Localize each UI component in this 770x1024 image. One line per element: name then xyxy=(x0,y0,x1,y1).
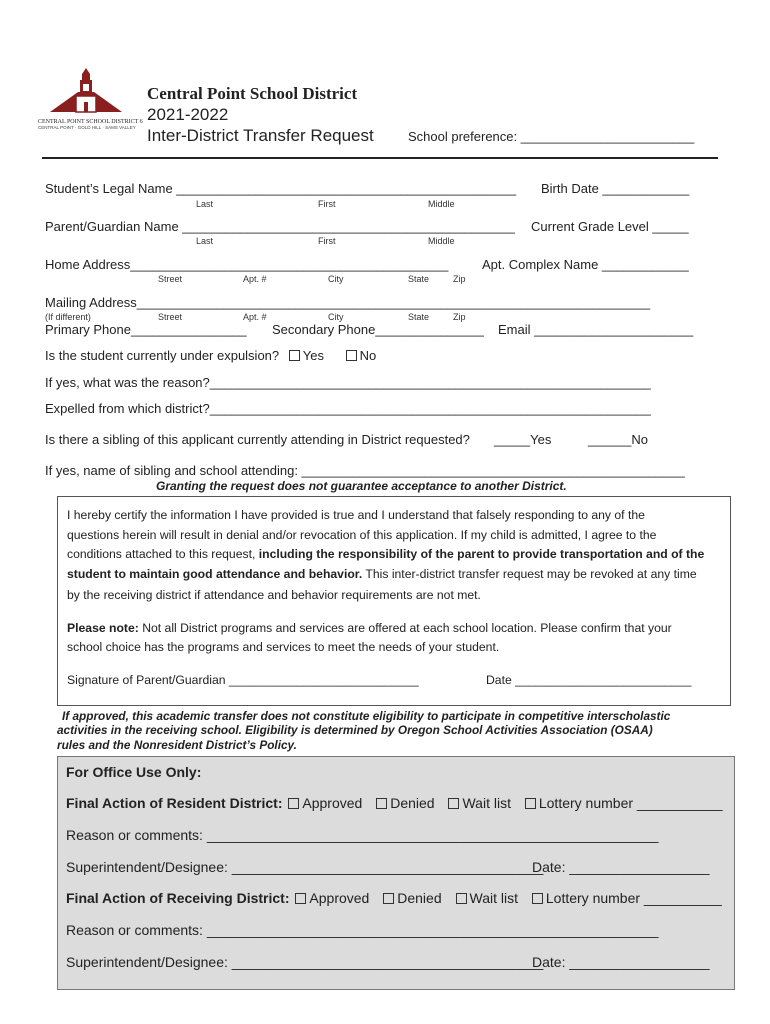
sub-apt: Apt. # xyxy=(243,274,267,284)
resident-denied-checkbox[interactable] xyxy=(376,798,387,809)
school-preference-field[interactable]: School preference: ________________________ xyxy=(408,129,695,144)
secondary-phone-field[interactable]: Secondary Phone_______________ xyxy=(272,322,484,337)
resident-date-field[interactable]: Date: __________________ xyxy=(532,859,710,875)
email-field[interactable]: Email ______________________ xyxy=(498,322,694,337)
resident-reason-field[interactable]: Reason or comments: __________________________________________________________ xyxy=(66,827,659,843)
sibling-yes-field[interactable]: _____Yes xyxy=(494,432,552,447)
resident-denied-label: Denied xyxy=(390,795,435,811)
expulsion-question xyxy=(45,348,376,363)
receiving-action-row xyxy=(66,890,722,906)
sub-middle: Middle xyxy=(428,199,455,209)
office-heading: For Office Use Only: xyxy=(66,764,202,780)
schoolhouse-icon xyxy=(38,64,134,114)
cert-line-3a: conditions attached to this request, xyxy=(67,547,259,561)
expulsion-no-checkbox[interactable] xyxy=(346,350,357,361)
if-different-note: (If different) xyxy=(45,312,91,322)
resident-label: Final Action of Resident District: xyxy=(66,795,283,811)
sub-last-2: Last xyxy=(196,236,214,246)
sub-last: Last xyxy=(196,199,214,209)
sub-apt-2: Apt. # xyxy=(243,312,267,322)
receiving-lottery-checkbox[interactable] xyxy=(532,893,543,904)
resident-lottery-checkbox[interactable] xyxy=(525,798,536,809)
receiving-approved-label: Approved xyxy=(309,890,370,906)
sub-middle-2: Middle xyxy=(428,236,455,246)
form-title: Inter-District Transfer Request xyxy=(147,126,374,145)
receiving-label: Final Action of Receiving District: xyxy=(66,890,290,906)
certification-box xyxy=(57,496,731,706)
grade-level-field[interactable]: Current Grade Level _____ xyxy=(531,219,689,234)
cert-line-4 xyxy=(67,564,697,584)
cert-line-3 xyxy=(67,544,704,564)
resident-action-row xyxy=(66,795,723,811)
district-logo xyxy=(38,64,143,130)
logo-name: CENTRAL POINT SCHOOL DISTRICT 6 xyxy=(38,119,143,125)
receiving-waitlist-checkbox[interactable] xyxy=(456,893,467,904)
guarantee-notice: Granting the request does not guarantee acceptance to another District. xyxy=(156,479,567,493)
sibling-name-field[interactable]: If yes, name of sibling and school attending: _____________________________________________________ xyxy=(45,463,685,478)
resident-waitlist-checkbox[interactable] xyxy=(448,798,459,809)
sub-street: Street xyxy=(158,274,183,284)
expulsion-question-text: Is the student currently under expulsion? xyxy=(45,348,280,363)
apt-complex-field[interactable]: Apt. Complex Name ____________ xyxy=(482,257,689,272)
cert-line-3b: including the responsibility of the parent to provide transportation and of the xyxy=(258,547,705,561)
expulsion-reason-field[interactable]: If yes, what was the reason?_____________________________________________________________ xyxy=(45,375,651,390)
sub-zip: Zip xyxy=(453,274,466,284)
student-name-field[interactable]: Student’s Legal Name _______________________________________________ xyxy=(45,181,517,196)
note-line-2: school choice has the programs and services to meet the needs of your student. xyxy=(67,640,500,654)
sub-zip-2: Zip xyxy=(453,312,466,322)
signature-date-field[interactable]: Date __________________________ xyxy=(486,673,692,687)
receiving-lottery-field[interactable]: Lottery number __________ xyxy=(545,890,722,906)
resident-approved-label: Approved xyxy=(302,795,363,811)
osaa-line-1: If approved, this academic transfer does not constitute eligibility to participate in competitive interscholastic xyxy=(62,709,671,723)
expulsion-yes-checkbox[interactable] xyxy=(289,350,300,361)
school-year: 2021-2022 xyxy=(147,105,229,124)
receiving-date-field[interactable]: Date: __________________ xyxy=(532,954,710,970)
receiving-reason-field[interactable]: Reason or comments: __________________________________________________________ xyxy=(66,922,659,938)
header-divider xyxy=(42,157,718,159)
resident-lottery-field[interactable]: Lottery number ___________ xyxy=(538,795,723,811)
sub-city: City xyxy=(328,274,344,284)
logo-sub: CENTRAL POINT · GOLD HILL · SAMS VALLEY xyxy=(38,125,136,130)
expulsion-no-label: No xyxy=(359,348,377,363)
cert-line-4a: student to maintain good attendance and behavior. xyxy=(67,567,363,581)
sub-city-2: City xyxy=(328,312,344,322)
mailing-address-field[interactable]: Mailing Address_______________________________________________________________________ xyxy=(45,295,651,310)
resident-approved-checkbox[interactable] xyxy=(288,798,299,809)
receiving-waitlist-label: Wait list xyxy=(469,890,518,906)
signature-field[interactable]: Signature of Parent/Guardian ____________________________ xyxy=(67,673,419,687)
home-address-field[interactable]: Home Address____________________________________________ xyxy=(45,257,449,272)
district-name: Central Point School District xyxy=(147,84,358,103)
cert-line-4b: This inter-district transfer request may be revoked at any time xyxy=(362,567,697,581)
expelled-district-field[interactable]: Expelled from which district?_____________________________________________________________ xyxy=(45,401,651,416)
osaa-line-3: rules and the Nonresident District’s Policy. xyxy=(57,738,297,752)
birth-date-field[interactable]: Birth Date ____________ xyxy=(541,181,690,196)
sub-state-2: State xyxy=(408,312,430,322)
resident-superintendent-field[interactable]: Superintendent/Designee: ________________________________________ xyxy=(66,859,544,875)
expulsion-yes-label: Yes xyxy=(302,348,324,363)
note-line-1 xyxy=(67,618,672,638)
cert-line-5: by the receiving district if attendance and behavior requirements are not met. xyxy=(67,588,481,602)
sub-state: State xyxy=(408,274,430,284)
primary-phone-field[interactable]: Primary Phone________________ xyxy=(45,322,247,337)
sub-first: First xyxy=(318,199,336,209)
note-label: Please note: xyxy=(67,621,139,635)
sub-first-2: First xyxy=(318,236,336,246)
osaa-line-2: activities in the receiving school. Eligibility is determined by Oregon School Activities Association (OSAA) xyxy=(57,723,653,737)
receiving-approved-checkbox[interactable] xyxy=(295,893,306,904)
resident-waitlist-label: Wait list xyxy=(462,795,511,811)
sub-street-2: Street xyxy=(158,312,183,322)
parent-name-field[interactable]: Parent/Guardian Name ______________________________________________ xyxy=(45,219,515,234)
note-text: Not all District programs and services are offered at each school location. Please confirm that your xyxy=(138,621,672,635)
sibling-question: Is there a sibling of this applicant currently attending in District requested? xyxy=(45,432,470,447)
cert-line-2: questions herein will result in denial and/or revocation of this application. If my child is admitted, I agree to the xyxy=(67,528,657,542)
receiving-denied-checkbox[interactable] xyxy=(383,893,394,904)
receiving-superintendent-field[interactable]: Superintendent/Designee: ________________________________________ xyxy=(66,954,544,970)
receiving-denied-label: Denied xyxy=(397,890,442,906)
office-use-box xyxy=(57,756,735,990)
sibling-no-field[interactable]: ______No xyxy=(588,432,648,447)
cert-line-1: I hereby certify the information I have provided is true and I understand that falsely responding to any of the xyxy=(67,508,645,522)
